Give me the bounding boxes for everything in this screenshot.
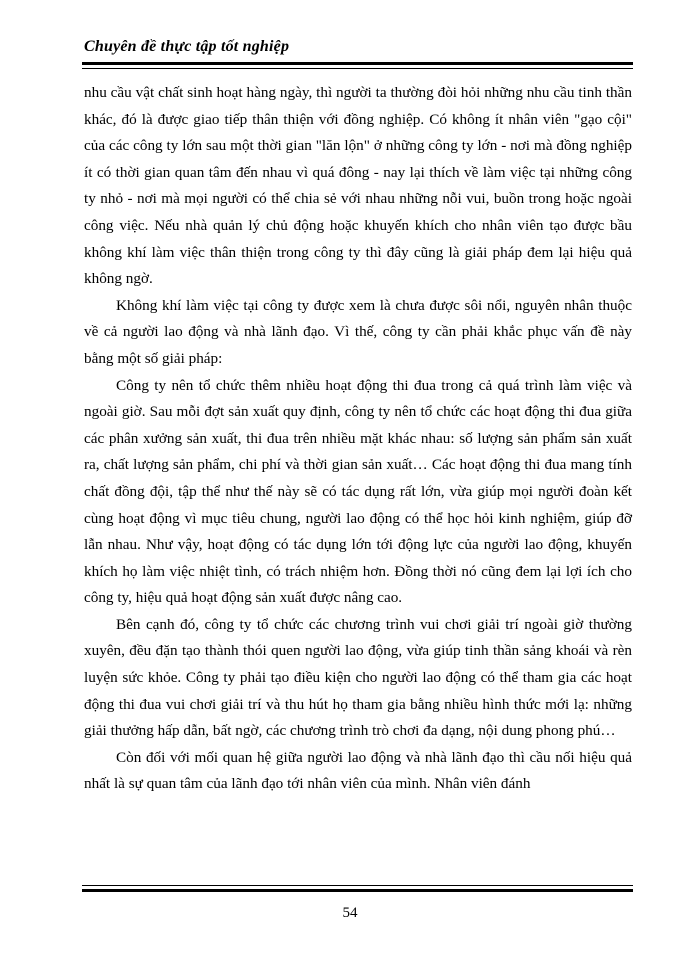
header-rule-thick bbox=[82, 62, 633, 65]
paragraph-5: Còn đối với mối quan hệ giữa người lao động và nhà lãnh đạo thì cầu nối hiệu quả nhất là sự quan tâm của lãnh đạo tới nhân viên của mình. Nhân viên đánh bbox=[84, 748, 632, 793]
page-number: 54 bbox=[342, 905, 358, 921]
footer-rule-thick bbox=[82, 889, 633, 892]
paragraph-1: nhu cầu vật chất sinh hoạt hàng ngày, thì người ta thường đòi hỏi những nhu cầu tinh thần khác, đó là được giao tiếp thân thiện với đồng nghiệp. Có không ít nhân viên "gạo cội" của các công ty lớn sau một thời gian "lăn lộn" ở những công ty lớn - nơi mà đồng nghiệp ít có thời gian quan tâm đến nhau vì quá đông - nay lại thích về làm việc tại những công ty nhỏ - nơi mà mọi người có thể chia sẻ với nhau những nỗi vui, buồn trong hoặc ngoài công việc. Nếu nhà quản lý chủ động hoặc khuyến khích cho nhân viên tạo được bầu không khí làm việc thân thiện trong công ty thì đây cũng là giải pháp đem lại hiệu quả không ngờ. bbox=[84, 84, 632, 288]
footer-rule-thin bbox=[82, 885, 633, 886]
header-rule-thin bbox=[82, 68, 633, 69]
paragraph-3: Công ty nên tổ chức thêm nhiều hoạt động thi đua trong cả quá trình làm việc và ngoài giờ. Sau mỗi đợt sản xuất quy định, công ty nên tổ chức các hoạt động thi đua giữa các phân xưởng sản xuất, thi đua trên nhiều mặt khác nhau: số lượng sản phẩm sản xuất ra, chất lượng sản phẩm, chi phí và thời gian sản xuất… Các hoạt động thi đua mang tính chất đồng đội, tập thể như thế này sẽ có tác dụng rất lớn, vừa giúp mọi người đoàn kết cùng hoạt động vì mục tiêu chung, người lao động có thể học hỏi kinh nghiệm, giúp đỡ lẫn nhau. Như vậy, hoạt động có tác dụng lớn tới động lực của người lao động, khuyến khích họ làm việc nhiệt tình, có trách nhiệm hơn. Đồng thời nó cũng đem lại lợi ích cho công ty, hiệu quả hoạt động sản xuất được nâng cao. bbox=[84, 376, 632, 607]
body-text bbox=[84, 80, 632, 798]
paragraph-4: Bên cạnh đó, công ty tổ chức các chương trình vui chơi giải trí ngoài giờ thường xuyên, đều đặn tạo thành thói quen người lao động, vừa giúp tinh thần sảng khoái và rèn luyện sức khỏe. Công ty phải tạo điều kiện cho người lao động có thể tham gia các hoạt động thi đua vui chơi giải trí và thu hút họ tham gia bằng nhiều hình thức mới lạ: những giải thưởng hấp dẫn, bất ngờ, các chương trình trò chơi đa dạng, nội dung phong phú… bbox=[84, 615, 632, 740]
page-header-title: Chuyên đề thực tập tốt nghiệp bbox=[84, 38, 290, 55]
paragraph-2: Không khí làm việc tại công ty được xem là chưa được sôi nổi, nguyên nhân thuộc về cả người lao động và nhà lãnh đạo. Vì thế, công ty cần phải khắc phục vấn đề này bằng một số giải pháp: bbox=[84, 296, 632, 367]
